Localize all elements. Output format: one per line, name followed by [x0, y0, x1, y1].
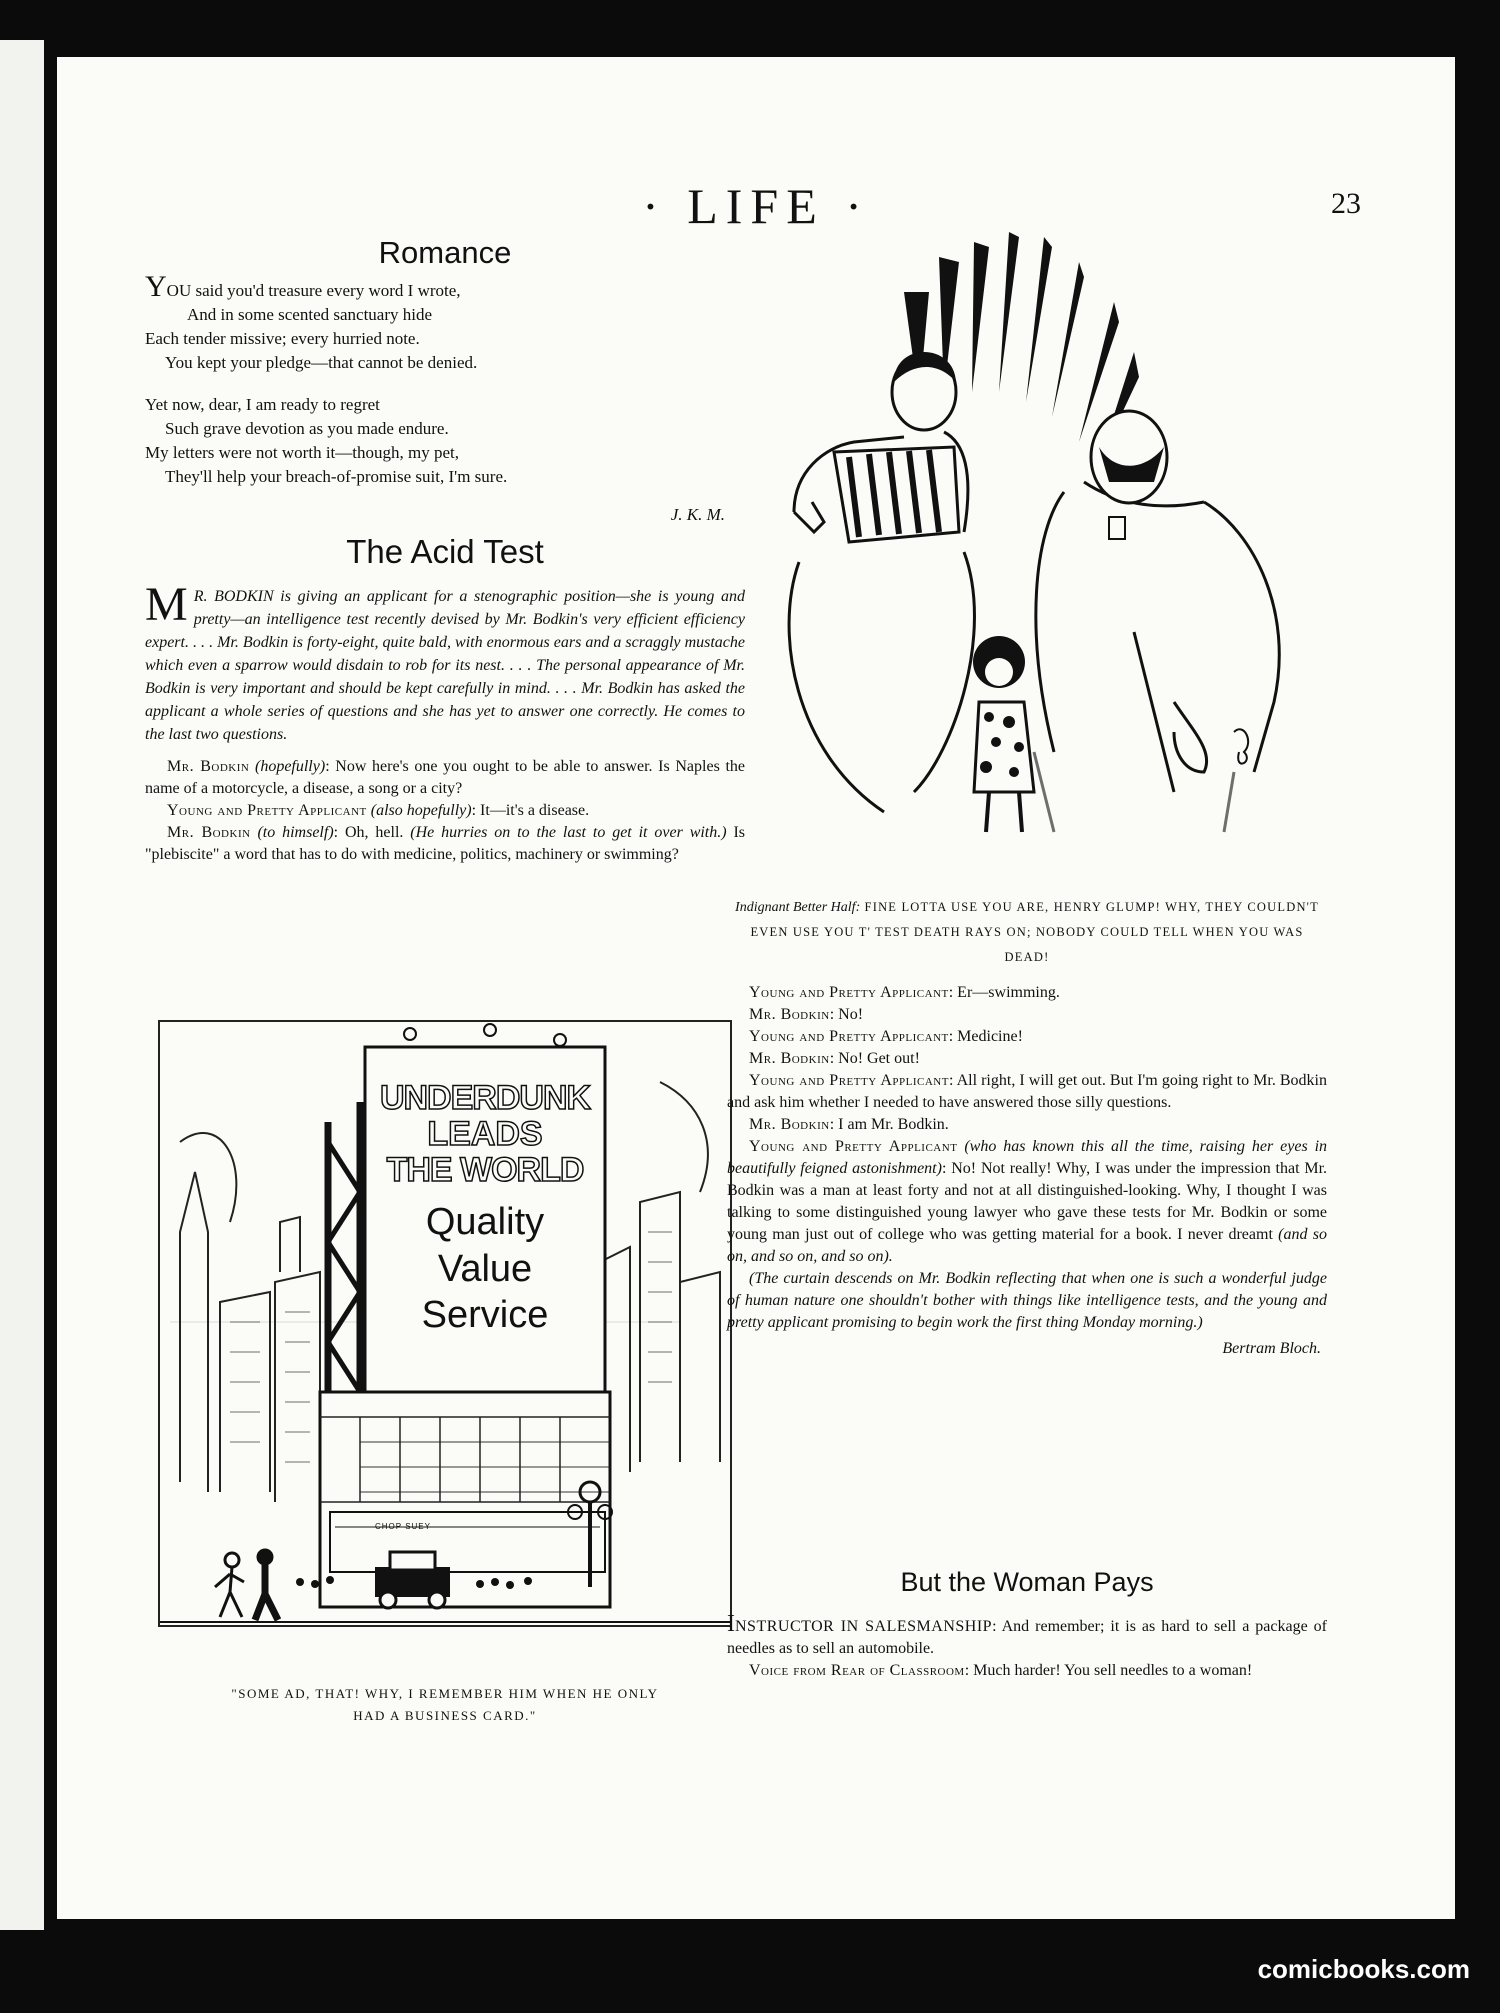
dialogue-text: : Much harder! You sell needles to a woman! — [964, 1662, 1253, 1679]
dialogue-text: Is "plebiscite" a word that has to do with medicine, politics, machinery or swimming? — [145, 824, 746, 863]
poem-line: Yet now, dear, I am ready to regret — [145, 395, 380, 414]
billboard-text: Value — [437, 1248, 533, 1290]
poem-stanza-2 — [145, 393, 745, 489]
poem-line: Such grave devotion as you made endure. — [165, 419, 449, 438]
speaker-name: Mr. Bodkin — [167, 758, 250, 775]
billboard-text: Quality — [425, 1201, 545, 1243]
previous-page-edge — [0, 40, 44, 1930]
dialogue-paragraph — [727, 1070, 1327, 1114]
magazine-page — [57, 57, 1455, 1919]
woman-pays-text — [727, 1613, 1327, 1682]
couple-caption — [727, 895, 1327, 970]
woman-pays-title: But the Woman Pays — [900, 1567, 1154, 1597]
speaker-name: Young and Pretty Applicant — [749, 1138, 958, 1155]
stage-direction: (He hurries on to the last to get it over with.) — [410, 824, 727, 841]
woman-pays-paragraph — [727, 1613, 1327, 1660]
woman-pays-paragraph — [727, 1660, 1327, 1682]
caption-line: "SOME AD, THAT! WHY, I REMEMBER HIM WHEN HE ONLY — [231, 1686, 659, 1701]
masthead: · LIFE · — [642, 178, 870, 234]
acid-test-signature: Bertram Bloch. — [1222, 1340, 1321, 1357]
couple-illustration — [734, 232, 1334, 892]
speaker-name: Young and Pretty Applicant — [749, 984, 949, 1001]
caption-text: FINE LOTTA USE YOU ARE, HENRY GLUMP! WHY, THEY COULDN'T EVEN USE YOU T' TEST DEATH RAYS ON; NOBODY COULD TELL WHEN YOU WAS DEAD! — [750, 900, 1319, 964]
poem-line: My letters were not worth it—though, my pet, — [145, 443, 459, 462]
billboard-caption — [158, 1683, 732, 1727]
stage-direction: (to himself) — [257, 824, 334, 841]
romance-poem — [145, 270, 745, 527]
store-sign: CHOP SUEY — [375, 1522, 431, 1531]
speaker-name: Mr. Bodkin — [749, 1006, 830, 1023]
caption-line: HAD A BUSINESS CARD." — [353, 1708, 537, 1723]
speaker-name: Voice from Rear of Classroom — [749, 1662, 965, 1679]
dialogue-paragraph — [727, 1026, 1327, 1048]
dialogue-text: : No! Get out! — [829, 1050, 920, 1067]
speaker-name: Mr. Bodkin — [749, 1116, 830, 1133]
speaker-name: Mr. Bodkin — [749, 1050, 830, 1067]
acid-test-dialogue — [145, 756, 745, 866]
dialogue-paragraph — [727, 982, 1327, 1004]
speaker-name: Young and Pretty Applicant — [167, 802, 367, 819]
dialogue-text: : It—it's a disease. — [471, 802, 590, 819]
speaker-name: Young and Pretty Applicant — [749, 1072, 949, 1089]
billboard-text: THE WORLD — [386, 1151, 584, 1189]
stage-direction: (hopefully) — [254, 758, 326, 775]
dialogue-text: : I am Mr. Bodkin. — [829, 1116, 949, 1133]
dialogue-paragraph — [145, 822, 745, 866]
stage-direction: (The curtain descends on Mr. Bodkin reflecting that when one is such a wonderful judge of human nature one shouldn't bother with things like intelligence tests, and the young and pretty applicant promising to begin work the first thing Monday morning.) — [727, 1270, 1327, 1331]
poem-line: OU said you'd treasure every word I wrote, — [166, 281, 461, 300]
dialogue-paragraph — [727, 1004, 1327, 1026]
romance-signature: J. K. M. — [670, 505, 725, 524]
dialogue-paragraph — [145, 756, 745, 800]
billboard-text: UNDERDUNK — [379, 1079, 591, 1117]
woman-pays-dropcap: I — [727, 1611, 735, 1637]
billboard-text: Service — [421, 1294, 549, 1336]
speaker-name: Young and Pretty Applicant — [749, 1028, 949, 1045]
dialogue-paragraph — [727, 1136, 1327, 1268]
acid-test-intro — [145, 578, 745, 746]
speaker-name: Mr. Bodkin — [167, 824, 251, 841]
romance-title: Romance — [378, 235, 512, 270]
romance-dropcap: Y — [145, 270, 167, 303]
stage-direction: (and so on, and so on, and so on). — [727, 1226, 1327, 1265]
billboard-text: LEADS — [427, 1115, 543, 1153]
couple-cartoon — [734, 232, 1334, 892]
stage-direction: (who has known this all the time, raising her eyes in beautifully feigned astonishment) — [727, 1138, 1328, 1177]
dialogue-text: : Oh, hell. — [333, 824, 404, 841]
poem-line: They'll help your breach-of-promise suit, I'm sure. — [165, 467, 508, 486]
intro-text: R. BODKIN is giving an applicant for a stenographic position—she is young and pretty—an intelligence test recently devised by Mr. Bodkin's very efficient efficiency expert. . . . Mr. Bodkin is forty-eight, quite bald, with enormous ears and a scraggly mustache which even a sparrow would disdain to rob for its nest. . . . The personal appearance of Mr. Bodkin is very important and should be kept carefully in mind. . . . Mr. Bodkin has asked the applicant a whole series of questions and she has yet to answer one correctly. He comes to the last two questions. — [145, 588, 745, 743]
acid-test-dropcap: M — [145, 578, 188, 631]
closing-paragraph — [727, 1268, 1327, 1334]
speaker-name: NSTRUCTOR IN SALESMANSHIP — [735, 1618, 993, 1635]
page-number: 23 — [1331, 187, 1361, 220]
poem-stanza-1 — [145, 270, 745, 375]
dialogue-text: : Now here's one you ought to be able to answer. Is Naples the name of a motorcycle, a disease, a song or a city? — [145, 758, 745, 797]
dialogue-text: : Medicine! — [948, 1028, 1023, 1045]
stage-direction: (also hopefully) — [370, 802, 472, 819]
dialogue-text: : And remember; it is as hard to sell a package of needles as to sell an automobile. — [727, 1618, 1327, 1657]
dialogue-text: : No! Not really! Why, I was under the impression that Mr. Bodkin was a man at least forty and not at all distinguished-looking. Why, I thought I was talking to some distinguished young lawyer who gave these tests for Mr. Bodkin or some young man just out of college who was getting material for a book. I never dreamt — [727, 1160, 1328, 1243]
dialogue-text: : No! — [829, 1006, 864, 1023]
billboard-cartoon — [158, 1020, 732, 1627]
left-column — [145, 235, 745, 866]
acid-test-continuation — [727, 982, 1327, 1360]
dialogue-text: : All right, I will get out. But I'm going right to Mr. Bodkin and ask him whether I needed to have answered those silly questions. — [727, 1072, 1328, 1111]
poem-line: And in some scented sanctuary hide — [187, 305, 433, 324]
poem-line: Each tender missive; every hurried note. — [145, 329, 420, 348]
dialogue-paragraph — [145, 800, 745, 822]
acid-test-title: The Acid Test — [346, 533, 544, 570]
caption-speaker: Indignant Better Half: — [735, 900, 861, 915]
billboard-sign — [365, 1080, 605, 1338]
watermark: comicbooks.com — [1257, 1954, 1470, 1984]
poem-line: You kept your pledge—that cannot be denied. — [165, 353, 478, 372]
dialogue-paragraph — [727, 1114, 1327, 1136]
dialogue-text: : Er—swimming. — [948, 984, 1060, 1001]
dialogue-paragraph — [727, 1048, 1327, 1070]
